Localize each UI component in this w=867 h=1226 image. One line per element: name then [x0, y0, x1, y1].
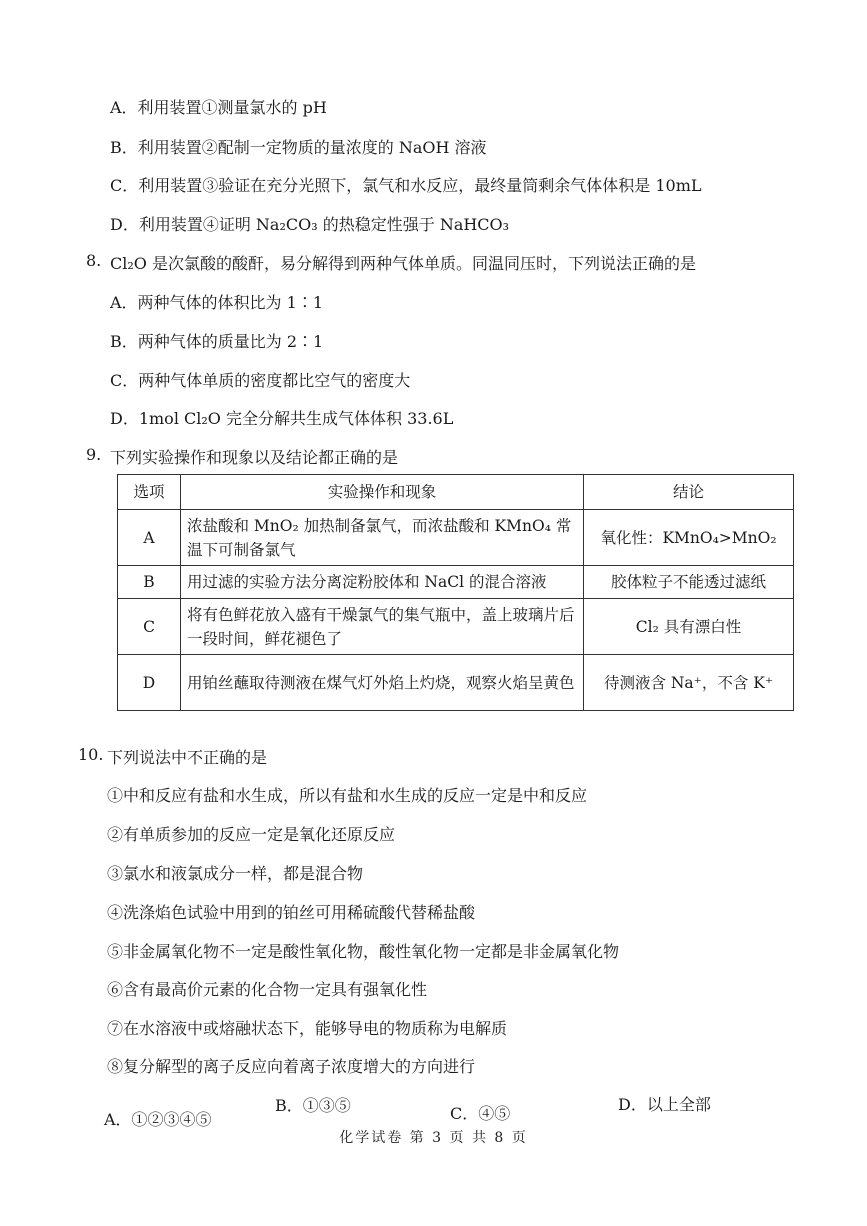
q10-choice-c: C．④⑤: [450, 1104, 511, 1123]
q7-option-c: C．利用装置③验证在充分光照下，氯气和水反应，最终量筒剩余气体体积是 10mL: [110, 176, 702, 195]
row-conclusion: 待测液含 Na⁺，不含 K⁺: [584, 655, 794, 711]
row-operation: 浓盐酸和 MnO₂ 加热制备氯气，而浓盐酸和 KMnO₄ 常温下可制备氯气: [181, 510, 584, 566]
q10-statement-4: ④洗涤焰色试验中用到的铂丝可用稀硫酸代替稀盐酸: [107, 903, 476, 922]
row-option: D: [118, 655, 181, 711]
row-operation: 将有色鲜花放入盛有干燥氯气的集气瓶中，盖上玻璃片后一段时间，鲜花褪色了: [181, 599, 584, 655]
q8-option-d: D．1mol Cl₂O 完全分解共生成气体体积 33.6L: [110, 409, 454, 428]
q8-option-c: C．两种气体单质的密度都比空气的密度大: [110, 371, 411, 390]
q10-stem: 下列说法中不正确的是: [107, 748, 268, 767]
q8-option-a: A．两种气体的体积比为 1∶1: [110, 293, 324, 312]
q7-option-b: B．利用装置②配制一定物质的量浓度的 NaOH 溶液: [110, 138, 487, 157]
q10-choice-d: D．以上全部: [618, 1095, 711, 1114]
q10-statement-8: ⑧复分解型的离子反应向着离子浓度增大的方向进行: [107, 1057, 476, 1076]
q10-statement-3: ③氯水和液氯成分一样，都是混合物: [107, 864, 364, 883]
q10-choice-a: A．①②③④⑤: [104, 1110, 212, 1129]
row-option: A: [118, 510, 181, 566]
row-option: C: [118, 599, 181, 655]
table-header-row: [118, 475, 794, 510]
row-option: B: [118, 566, 181, 599]
row-operation: 用过滤的实验方法分离淀粉胶体和 NaCl 的混合溶液: [181, 566, 584, 599]
q8-option-b: B．两种气体的质量比为 2∶1: [110, 332, 324, 351]
q8-stem: Cl₂O 是次氯酸的酸酐，易分解得到两种气体单质。同温同压时，下列说法正确的是: [110, 254, 696, 273]
q10-statement-7: ⑦在水溶液中或熔融状态下，能够导电的物质称为电解质: [107, 1019, 508, 1038]
row-conclusion: 胶体粒子不能透过滤纸: [584, 566, 794, 599]
q7-option-d: D．利用装置④证明 Na₂CO₃ 的热稳定性强于 NaHCO₃: [110, 215, 510, 234]
header-conclusion: 结论: [584, 475, 794, 510]
experiment-table: [117, 474, 794, 711]
q10-statement-5: ⑤非金属氧化物不一定是酸性氧化物，酸性氧化物一定都是非金属氧化物: [107, 942, 620, 961]
row-conclusion: Cl₂ 具有漂白性: [584, 599, 794, 655]
table-row: [118, 655, 794, 711]
q10-statement-1: ①中和反应有盐和水生成，所以有盐和水生成的反应一定是中和反应: [107, 786, 588, 805]
q8-number: 8.: [86, 251, 102, 270]
q10-statement-2: ②有单质参加的反应一定是氧化还原反应: [107, 825, 396, 844]
row-operation: 用铂丝蘸取待测液在煤气灯外焰上灼烧，观察火焰呈黄色: [181, 655, 584, 711]
q9-stem: 下列实验操作和现象以及结论都正确的是: [110, 448, 399, 467]
q10-choice-b: B．①③⑤: [275, 1096, 351, 1115]
q9-number: 9.: [86, 445, 102, 464]
table-row: [118, 599, 794, 655]
q10-number: 10.: [78, 745, 104, 764]
header-operation: 实验操作和现象: [181, 475, 584, 510]
table-row: [118, 510, 794, 566]
q10-statement-6: ⑥含有最高价元素的化合物一定具有强氧化性: [107, 980, 428, 999]
page-footer: 化学试卷 第 3 页 共 8 页: [339, 1130, 528, 1146]
table-row: [118, 566, 794, 599]
header-option: 选项: [118, 475, 181, 510]
row-conclusion: 氧化性：KMnO₄>MnO₂: [584, 510, 794, 566]
q7-option-a: A．利用装置①测量氯水的 pH: [110, 98, 327, 117]
